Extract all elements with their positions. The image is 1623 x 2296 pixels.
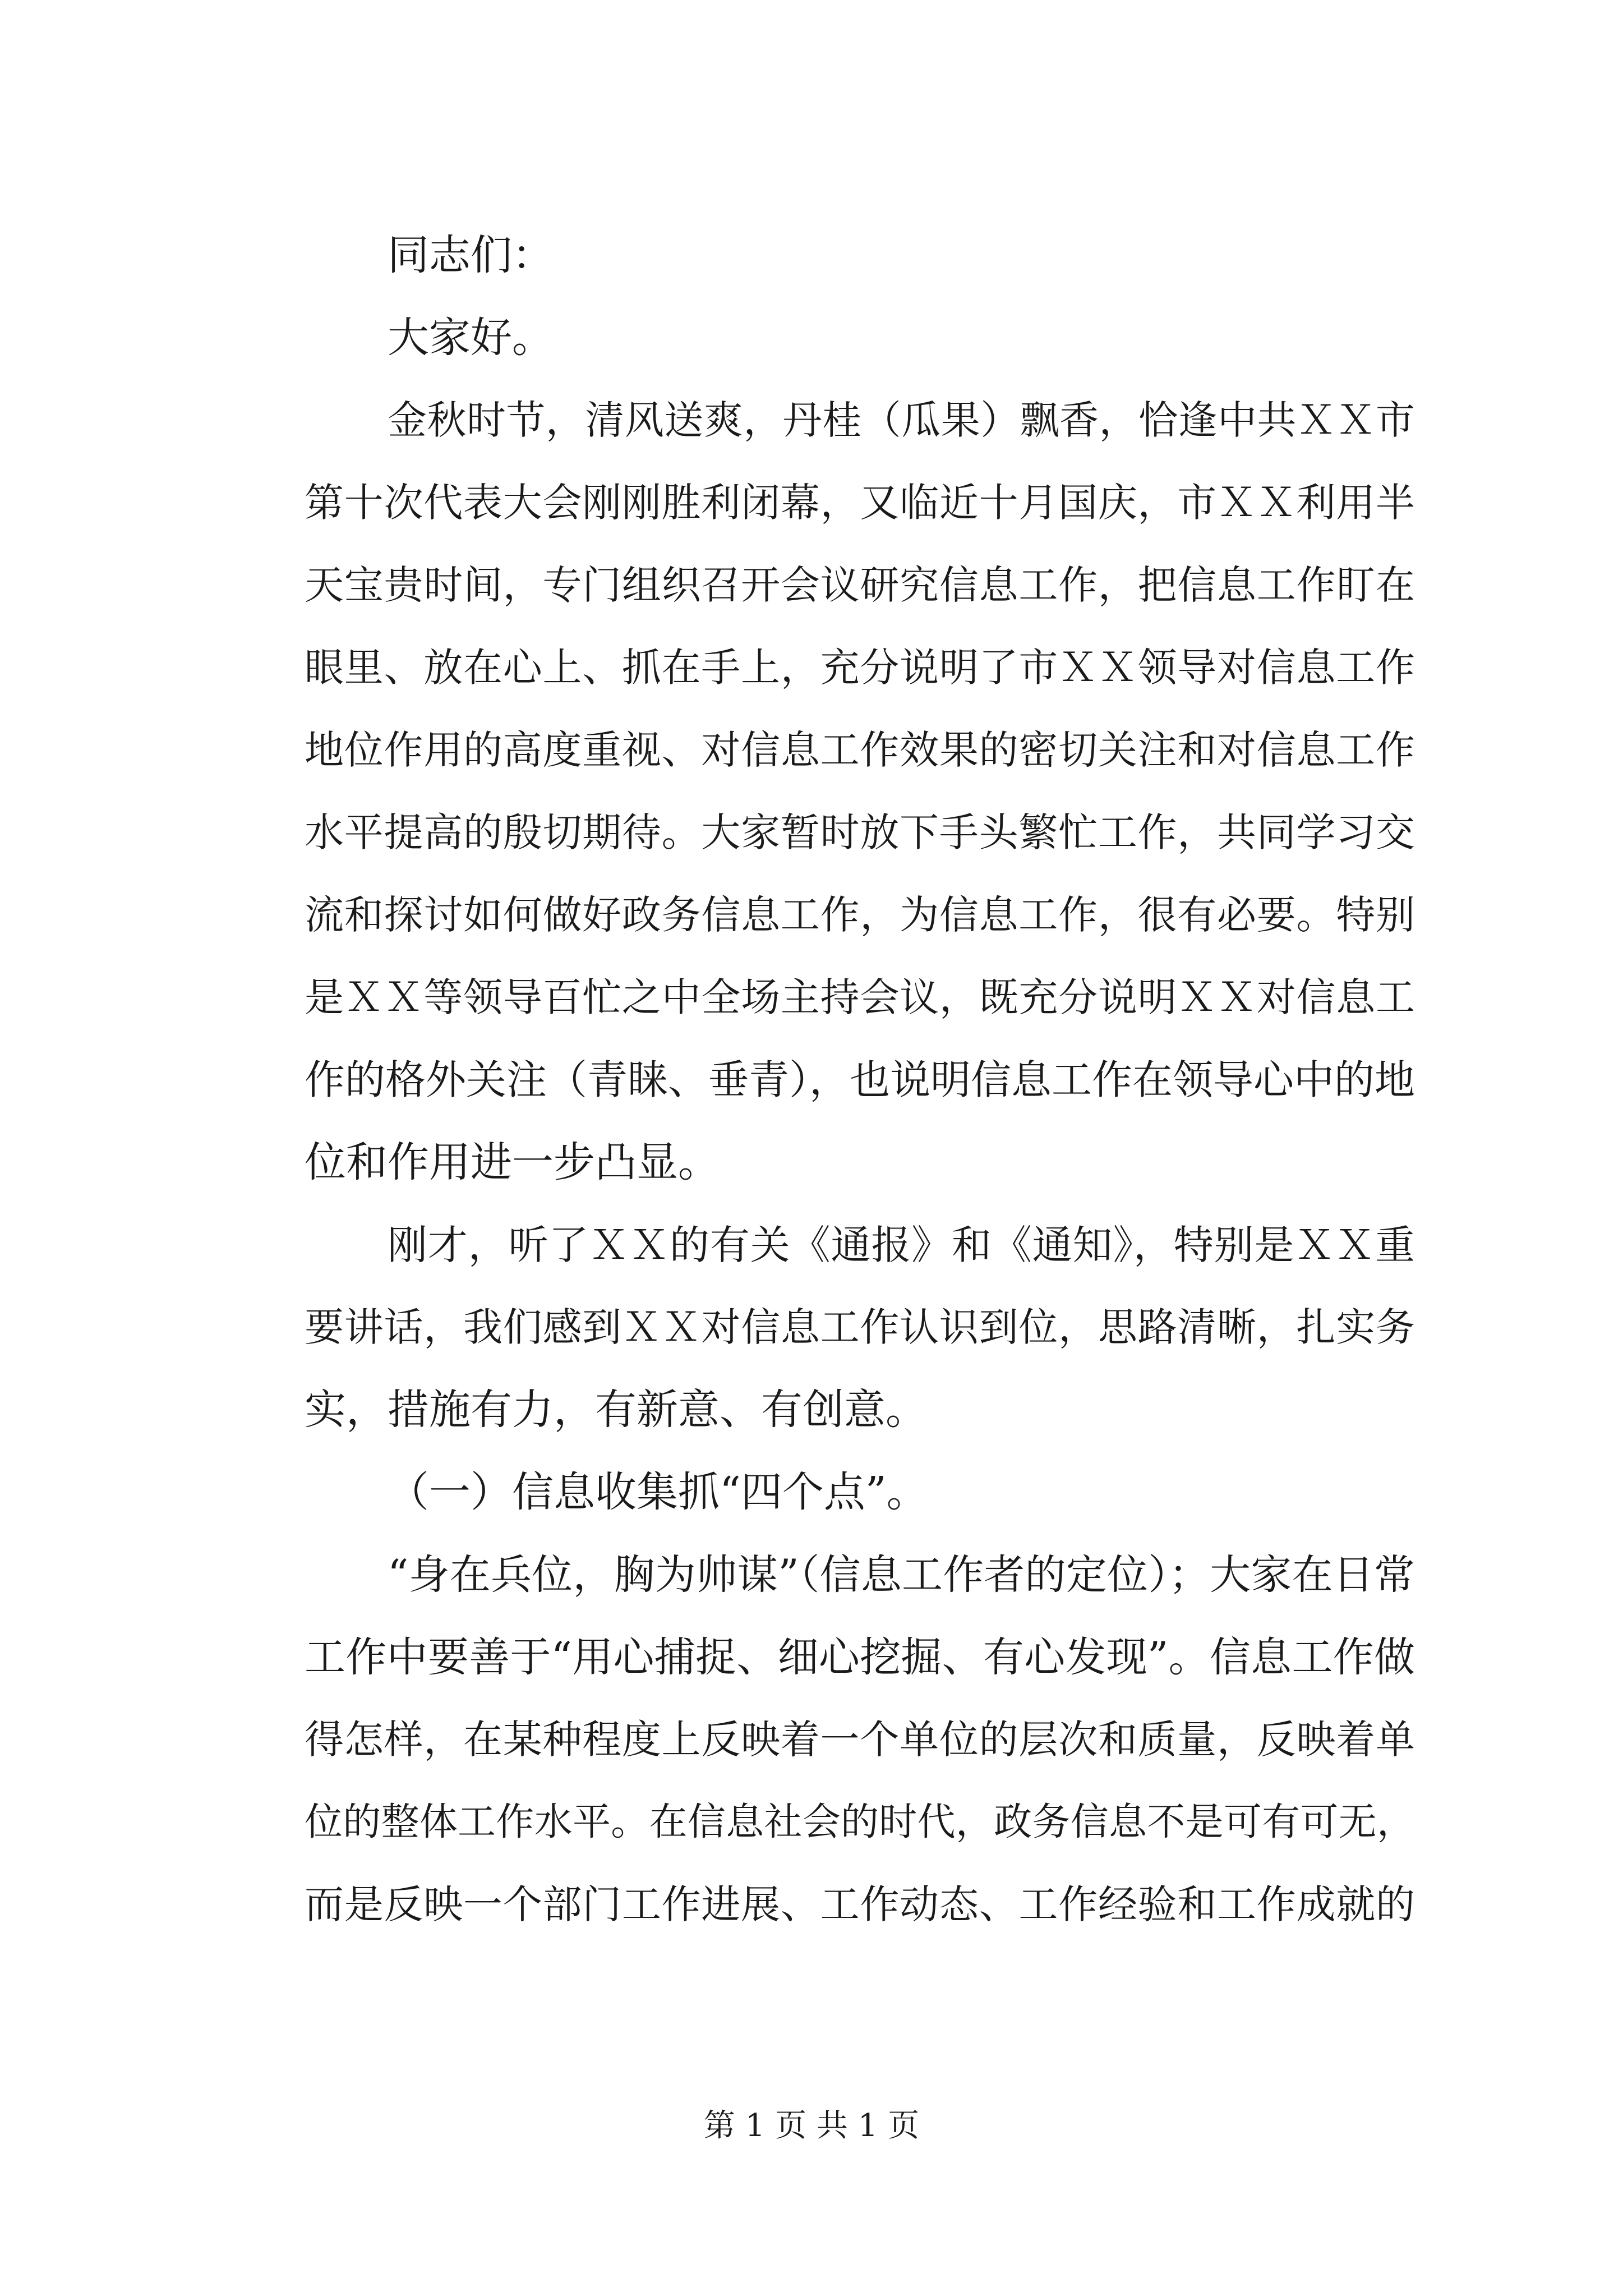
text-line: “身在兵位，胸为帅谋”（信息工作者的定位）；大家在日常 xyxy=(388,1551,1415,1599)
text-line: 流和探讨如何做好政务信息工作，为信息工作，很有必要。特别 xyxy=(305,892,1415,938)
text-line: 地位作用的高度重视、对信息工作效果的密切关注和对信息工作 xyxy=(305,727,1415,773)
text-line: 得怎样，在某种程度上反映着一个单位的层次和质量，反映着单 xyxy=(305,1717,1415,1763)
text-line: 刚才，听了ＸＸ的有关《通报》和《通知》，特别是ＸＸ重 xyxy=(388,1222,1415,1268)
text-line: 而是反映一个部门工作进展、工作动态、工作经验和工作成就的 xyxy=(305,1881,1415,1927)
text-line: 天宝贵时间，专门组织召开会议研究信息工作，把信息工作盯在 xyxy=(305,562,1415,608)
text-line: 金秋时节，清风送爽，丹桂（瓜果）飘香，恰逢中共ＸＸ市 xyxy=(388,397,1415,443)
text-line: 是ＸＸ等领导百忙之中全场主持会议，既充分说明ＸＸ对信息工 xyxy=(305,974,1415,1020)
text-line: 同志们： xyxy=(388,231,554,279)
text-line: （一）信息收集抓“四个点”。 xyxy=(388,1468,928,1516)
text-line: 作的格外关注（青睐、垂青），也说明信息工作在领导心中的地 xyxy=(305,1056,1415,1103)
text-line: 要讲话，我们感到ＸＸ对信息工作认识到位，思路清晰，扎实务 xyxy=(305,1304,1415,1350)
text-line: 第十次代表大会刚刚胜利闭幕，又临近十月国庆，市ＸＸ利用半 xyxy=(305,480,1415,526)
text-line: 工作中要善于“用心捕捉、细心挖掘、有心发现”。信息工作做 xyxy=(305,1634,1415,1681)
text-line: 位的整体工作水平。在信息社会的时代，政务信息不是可有可无， xyxy=(305,1800,1415,1844)
text-line: 眼里、放在心上、抓在手上，充分说明了市ＸＸ领导对信息工作 xyxy=(305,645,1415,691)
text-line: 水平提高的殷切期待。大家暂时放下手头繁忙工作，共同学习交 xyxy=(305,809,1415,855)
text-line: 位和作用进一步凸显。 xyxy=(305,1138,720,1186)
text-line: 大家好。 xyxy=(388,314,554,362)
document-body xyxy=(305,214,1415,1946)
page-footer: 第 1 页 共 1 页 xyxy=(703,2108,920,2144)
text-line: 实，措施有力，有新意、有创意。 xyxy=(305,1386,927,1434)
